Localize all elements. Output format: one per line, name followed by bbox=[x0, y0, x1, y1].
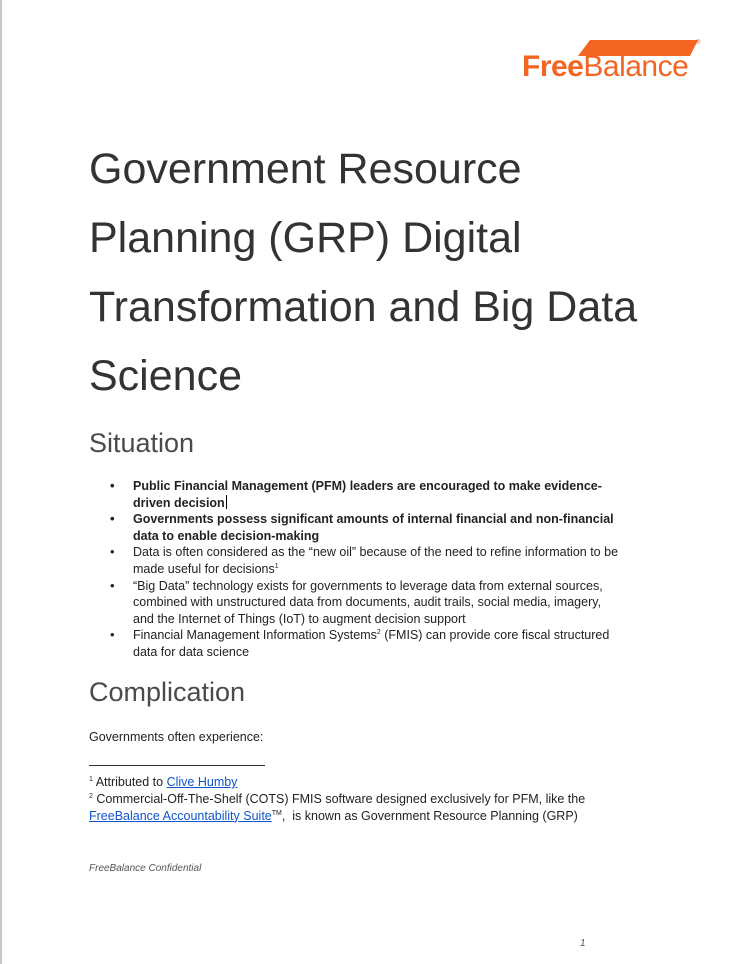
footnote-ref-2[interactable]: 2 bbox=[376, 629, 381, 637]
list-item[interactable] bbox=[89, 627, 619, 660]
list-item[interactable] bbox=[89, 578, 619, 628]
footnote-divider bbox=[89, 765, 265, 766]
footnote-ref-1[interactable]: 1 bbox=[274, 562, 279, 570]
page-edge bbox=[0, 0, 2, 964]
list-item[interactable] bbox=[89, 478, 619, 511]
list-item-text: Data is often considered as the “new oil” because of the need to refine information to be made useful for decisions bbox=[133, 545, 619, 576]
list-item[interactable] bbox=[89, 544, 619, 577]
list-item-text: Financial Management Information Systems bbox=[133, 628, 377, 643]
situation-list bbox=[89, 478, 619, 661]
footnote-1 bbox=[89, 774, 609, 791]
footnote-number: 2 bbox=[89, 792, 93, 800]
complication-heading: Complication bbox=[89, 677, 246, 707]
complication-intro: Governments often experience: bbox=[89, 730, 264, 744]
footnote-2 bbox=[89, 791, 609, 824]
list-item-text: Public Financial Management (PFM) leaders are encouraged to make evidence-driven decision bbox=[133, 479, 602, 510]
freebalance-logo bbox=[522, 40, 704, 84]
trademark-mark: TM bbox=[271, 809, 282, 817]
situation-heading: Situation bbox=[89, 428, 195, 458]
accountability-suite-link[interactable]: FreeBalance Accountability Suite bbox=[89, 808, 272, 823]
footnote-text-cont: , is known as Government Resource Planning (GRP) bbox=[281, 808, 578, 823]
document-title: Government Resource Planning (GRP) Digital Transformation and Big Data Science bbox=[89, 145, 638, 400]
page-number: 1 bbox=[580, 938, 586, 949]
logo-wordmark bbox=[522, 50, 688, 84]
registered-mark: ® bbox=[696, 40, 701, 46]
logo-word-balance: Balance bbox=[583, 50, 689, 83]
list-item[interactable] bbox=[89, 511, 619, 544]
footnote-text: Commercial-Off-The-Shelf (COTS) FMIS software designed exclusively for PFM, like the bbox=[92, 792, 586, 806]
footnote-text: Attributed to bbox=[92, 775, 167, 789]
clive-humby-link[interactable]: Clive Humby bbox=[166, 775, 238, 789]
list-item-text-cont: (FMIS) can provide core fiscal structured data for data science bbox=[133, 628, 610, 659]
footnote-number: 1 bbox=[89, 775, 93, 783]
confidential-footer: FreeBalance Confidential bbox=[89, 863, 202, 874]
logo-word-free: Free bbox=[522, 50, 584, 83]
list-item-text: “Big Data” technology exists for governments to leverage data from external sources, combined with unstructured data from documents, audit trails, social media, imagery, and the Internet of Things (IoT) to augment decision support bbox=[133, 578, 603, 626]
text-cursor bbox=[226, 495, 227, 509]
list-item-text: Governments possess significant amounts of internal financial and non-financial data to enable decision-making bbox=[133, 512, 614, 543]
